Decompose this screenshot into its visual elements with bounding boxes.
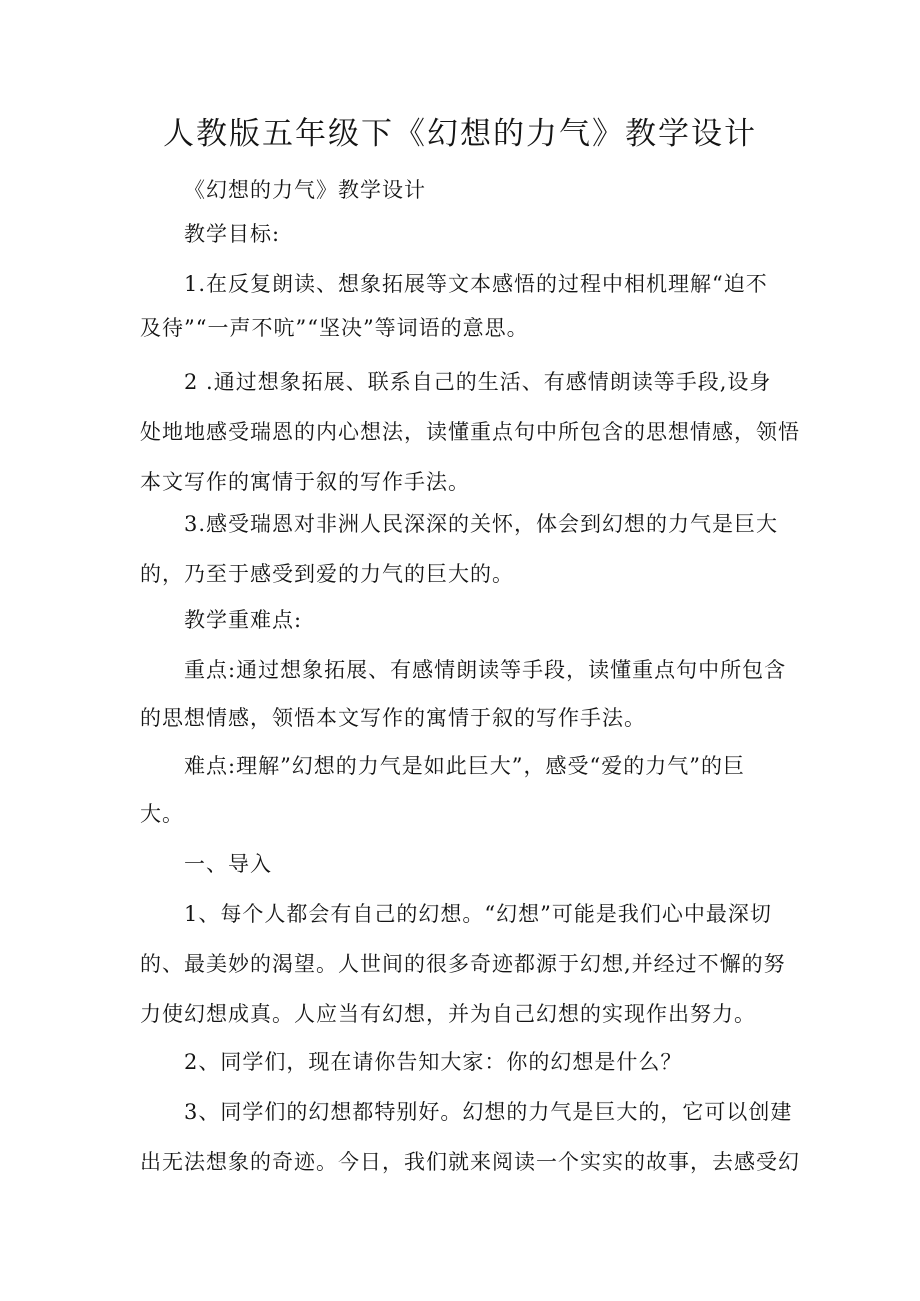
objectives-heading (140, 212, 790, 256)
objective-1-line-2: 及待”“一声不吭”“坚决”等词语的意思。 (140, 316, 529, 340)
intro-3 (140, 1090, 800, 1184)
objectives-heading-text: 教学目标: (184, 222, 281, 246)
document-title: 人教版五年级下《幻想的力气》教学设计 (163, 116, 757, 152)
objective-2 (140, 360, 800, 504)
key-points-heading (140, 598, 790, 642)
intro-2 (140, 1040, 790, 1084)
document-subtitle (140, 168, 790, 212)
key-points-heading-text: 教学重难点: (184, 608, 303, 632)
objective-2-line-2: 处地地感受瑞恩的内心想法，读懂重点句中所包含的思想情感，领悟 (140, 420, 800, 444)
intro-3-line-1: 3、同学们的幻想都特别好。幻想的力气是巨大的，它可以创建 (184, 1100, 793, 1124)
subtitle-text: 《幻想的力气》教学设计 (184, 178, 426, 202)
section-1-heading (140, 842, 790, 886)
difficult-point (140, 744, 790, 836)
objective-2-line-3: 本文写作的寓情于叙的写作手法。 (140, 470, 470, 494)
intro-1-line-3: 力使幻想成真。人应当有幻想，并为自己幻想的实现作出努力。 (140, 1002, 756, 1026)
difficult-point-line-1: 难点:理解”幻想的力气是如此巨大”，感受“爱的力气”的巨 (184, 754, 746, 778)
key-point-line-2: 的思想情感，领悟本文写作的寓情于叙的写作手法。 (140, 706, 646, 730)
objective-1 (140, 262, 790, 350)
intro-1 (140, 892, 790, 1036)
difficult-point-line-2: 大。 (140, 802, 184, 826)
section-1-heading-text: 一、导入 (184, 852, 272, 876)
objective-3-line-2: 的，乃至于感受到爱的力气的巨大的。 (140, 562, 514, 586)
objective-3-line-1: 3.感受瑞恩对非洲人民深深的关怀，体会到幻想的力气是巨大 (184, 512, 779, 536)
objective-1-line-1: 1.在反复朗读、想象拓展等文本感悟的过程中相机理解“迫不 (184, 272, 768, 296)
objective-2-line-1: 2 .通过想象拓展、联系自己的生活、有感情朗读等手段,设身 (184, 370, 772, 394)
key-point-line-1: 重点:通过想象拓展、有感情朗读等手段，读懂重点句中所包含 (184, 658, 787, 682)
intro-1-line-1: 1、每个人都会有自己的幻想。“幻想”可能是我们心中最深切 (184, 902, 772, 926)
intro-3-line-2: 出无法想象的奇迹。今日，我们就来阅读一个实实的故事，去感受幻 (140, 1150, 800, 1174)
objective-3 (140, 502, 790, 596)
intro-1-line-2: 的、最美妙的渴望。人世间的很多奇迹都源于幻想,并经过不懈的努 (140, 952, 786, 976)
key-point (140, 648, 790, 740)
intro-2-line-1: 2、同学们，现在请你告知大家：你的幻想是什么？ (184, 1050, 683, 1074)
